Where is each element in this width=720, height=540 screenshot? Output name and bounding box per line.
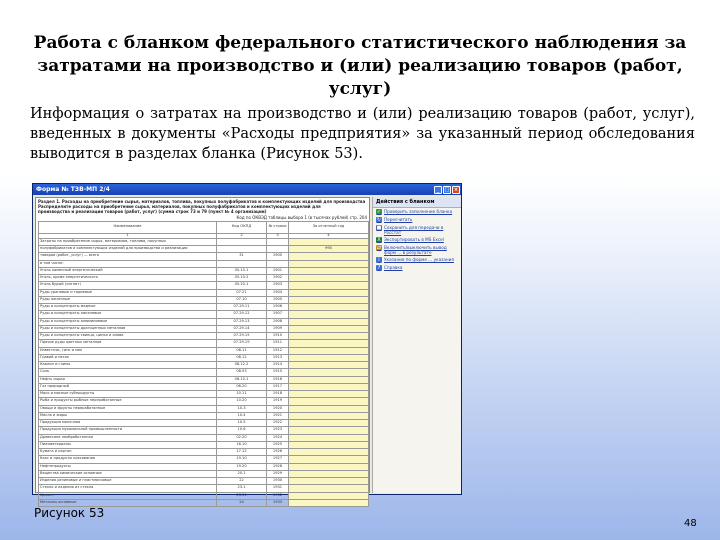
row-name-cell: Изделия резиновые и пластмассовые: [39, 478, 217, 485]
row-name-cell: полуфабрикатов и комплектующих изделий для производства и реализации: [39, 246, 217, 253]
row-value-cell[interactable]: [289, 282, 369, 289]
row-code-cell: [217, 238, 267, 245]
row-name-cell: Прочие руды цветных металлов: [39, 340, 217, 347]
row-name-cell: Известняк, гипс и мел: [39, 347, 217, 354]
row-name-cell: Каолин и глины: [39, 362, 217, 369]
action-label: Включить/выключить вывод форм ... в результате: [384, 245, 447, 255]
row-value-cell[interactable]: [289, 275, 369, 282]
row-line-cell: 1903: [267, 282, 289, 289]
row-line-cell: 1931: [267, 485, 289, 492]
table-row: [39, 333, 369, 340]
row-name-cell: Затраты на приобретение сырья, материалов, топлива, покупных: [39, 238, 217, 245]
action-label: Проверить заполнение бланка: [384, 209, 453, 214]
table-row: [39, 296, 369, 303]
form-subheader: Код по ОКВЭД таблицы выбора 1 (в тысячах рублей) стр. 204: [236, 214, 367, 220]
row-line-cell: 1926: [267, 449, 289, 456]
row-value-cell[interactable]: [289, 253, 369, 260]
table-row: [39, 260, 369, 267]
table-row: [39, 340, 369, 347]
row-value-cell[interactable]: [289, 333, 369, 340]
figure-caption: Рисунок 53: [34, 506, 105, 520]
row-line-cell: 1908: [267, 318, 289, 325]
row-value-cell[interactable]: [289, 427, 369, 434]
row-value-cell[interactable]: [289, 238, 369, 245]
row-value-cell[interactable]: [289, 267, 369, 274]
row-code-cell: 10.11: [217, 391, 267, 398]
row-code-cell: 10.3: [217, 405, 267, 412]
table-row: [39, 478, 369, 485]
form-table: [38, 221, 369, 507]
maximize-icon[interactable]: □: [444, 186, 450, 193]
action-link[interactable]: [373, 224, 461, 236]
row-value-cell[interactable]: [289, 420, 369, 427]
row-code-cell: 05.10.1: [217, 267, 267, 274]
row-code-cell: 19.10: [217, 456, 267, 463]
recalc-icon: ↻: [376, 217, 382, 223]
table-row: [39, 427, 369, 434]
row-line-cell: 1916: [267, 376, 289, 383]
form-header: [36, 198, 369, 221]
row-value-cell[interactable]: [289, 340, 369, 347]
row-value-cell[interactable]: [289, 499, 369, 506]
row-value-cell[interactable]: [289, 347, 369, 354]
row-value-cell[interactable]: [289, 456, 369, 463]
row-line-cell: [267, 246, 289, 253]
row-name-cell: Уголь бурый (лигнит): [39, 282, 217, 289]
column-header-value: За отчетный год: [289, 221, 369, 233]
row-line-cell: 1923: [267, 427, 289, 434]
table-row: [39, 456, 369, 463]
row-code-cell: 16.10: [217, 441, 267, 448]
row-line-cell: 1933: [267, 499, 289, 506]
table-row: [39, 485, 369, 492]
row-name-cell: Гравий и песок: [39, 354, 217, 361]
table-row: [39, 238, 369, 245]
table-row: [39, 289, 369, 296]
action-label: Экспортировать в MS Excel: [384, 237, 444, 242]
toggle-icon: ⇄: [376, 245, 382, 251]
row-line-cell: 1911: [267, 340, 289, 347]
row-code-cell: 07.29.15: [217, 333, 267, 340]
row-line-cell: 1930: [267, 478, 289, 485]
row-value-cell[interactable]: [289, 434, 369, 441]
row-code-cell: [217, 260, 267, 267]
row-code-cell: 07.29.14: [217, 325, 267, 332]
row-code-cell: 10.4: [217, 412, 267, 419]
minimize-icon[interactable]: _: [434, 186, 442, 194]
row-name-cell: Уголь каменный энергетический: [39, 267, 217, 274]
row-name-cell: Цемент: [39, 492, 217, 499]
row-line-cell: 1902: [267, 275, 289, 282]
row-line-cell: 1914: [267, 362, 289, 369]
form-header-line: производства и реализации товаров (работ, услуг) (сумма строк 73 и 79 (пункт № 4 организации): [38, 209, 267, 215]
table-row: [39, 470, 369, 477]
row-value-cell[interactable]: [289, 260, 369, 267]
row-line-cell: 1915: [267, 369, 289, 376]
row-line-cell: 1922: [267, 420, 289, 427]
table-row: [39, 492, 369, 499]
row-name-cell: Уголь, кроме энергетического: [39, 275, 217, 282]
row-value-cell[interactable]: [289, 405, 369, 412]
check-icon: ✓: [376, 209, 382, 215]
row-line-cell: 1906: [267, 304, 289, 311]
row-line-cell: 1929: [267, 470, 289, 477]
row-value-cell[interactable]: [289, 362, 369, 369]
row-name-cell: Вещества химические основные: [39, 470, 217, 477]
table-row: [39, 369, 369, 376]
table-row: [39, 325, 369, 332]
table-header-row: [39, 221, 369, 233]
row-code-cell: 07.10: [217, 296, 267, 303]
row-value-cell[interactable]: [289, 449, 369, 456]
row-code-cell: 31: [217, 253, 267, 260]
row-value-cell[interactable]: [289, 296, 369, 303]
row-code-cell: 07.29.11: [217, 304, 267, 311]
row-value-cell[interactable]: [289, 325, 369, 332]
row-name-cell: товаров (работ, услуг) — всего: [39, 253, 217, 260]
row-line-cell: 1924: [267, 434, 289, 441]
table-row: [39, 311, 369, 318]
row-name-cell: Руды и концентраты драгоценных металлов: [39, 325, 217, 332]
row-line-cell: 1900: [267, 253, 289, 260]
row-code-cell: 08.11: [217, 347, 267, 354]
row-name-cell: Продукция мукомольной промышленности: [39, 427, 217, 434]
row-value-cell[interactable]: [289, 398, 369, 405]
row-line-cell: 1901: [267, 267, 289, 274]
row-value-cell[interactable]: [289, 485, 369, 492]
page-number: 48: [684, 518, 697, 529]
column-number: 2: [217, 233, 267, 238]
row-code-cell: 06.20: [217, 383, 267, 390]
action-label: Справка: [384, 265, 403, 270]
row-code-cell: 17.12: [217, 449, 267, 456]
row-line-cell: 1921: [267, 412, 289, 419]
action-label: Сохранить для передачи в Росстат: [384, 225, 444, 235]
table-row: [39, 318, 369, 325]
row-name-cell: Руды и концентраты никелевые: [39, 311, 217, 318]
row-value-cell[interactable]: [289, 318, 369, 325]
row-line-cell: 1932: [267, 492, 289, 499]
table-row: [39, 412, 369, 419]
action-link[interactable]: [373, 256, 461, 264]
row-code-cell: 08.12.2: [217, 362, 267, 369]
row-code-cell: 23.51: [217, 492, 267, 499]
column-header-name: Наименование: [39, 221, 217, 233]
table-row: [39, 391, 369, 398]
row-line-cell: 1927: [267, 456, 289, 463]
row-code-cell: 19.20: [217, 463, 267, 470]
action-link[interactable]: [373, 208, 461, 216]
row-name-cell: Нефть сырая: [39, 376, 217, 383]
row-line-cell: 1917: [267, 383, 289, 390]
column-number: 1: [39, 233, 217, 238]
table-row: [39, 282, 369, 289]
info-icon: i: [376, 257, 382, 263]
row-name-cell: Древесина необработанная: [39, 434, 217, 441]
window-title: Форма № ТЗВ-МП 2/4: [36, 186, 110, 193]
row-value-cell[interactable]: [289, 304, 369, 311]
row-code-cell: 23.1: [217, 485, 267, 492]
row-name-cell: Руды урановые и ториевые: [39, 289, 217, 296]
row-code-cell: 20.1: [217, 470, 267, 477]
table-row: [39, 354, 369, 361]
column-number: 3: [267, 233, 289, 238]
row-value-cell[interactable]: [289, 354, 369, 361]
table-row: [39, 376, 369, 383]
save-icon: ■: [376, 225, 382, 231]
table-row: [39, 383, 369, 390]
row-name-cell: Металлы основные: [39, 499, 217, 506]
row-line-cell: 1912: [267, 347, 289, 354]
close-icon[interactable]: ×: [453, 186, 459, 193]
window-titlebar[interactable]: [33, 184, 461, 195]
table-row: [39, 362, 369, 369]
row-value-cell[interactable]: [289, 383, 369, 390]
row-code-cell: 10.20: [217, 398, 267, 405]
row-name-cell: Кокс и продукты коксования: [39, 456, 217, 463]
column-number: 4: [289, 233, 369, 238]
table-row: [39, 347, 369, 354]
table-row: [39, 405, 369, 412]
row-name-cell: Пиломатериалы: [39, 441, 217, 448]
row-value-cell[interactable]: 990: [289, 246, 369, 253]
row-value-cell[interactable]: [289, 412, 369, 419]
action-link[interactable]: [373, 216, 461, 224]
column-header-line: № строки: [267, 221, 289, 233]
row-code-cell: 07.29.12: [217, 311, 267, 318]
row-code-cell: 24: [217, 499, 267, 506]
table-row: [39, 463, 369, 470]
row-line-cell: [267, 260, 289, 267]
table-row: [39, 441, 369, 448]
row-code-cell: 22: [217, 478, 267, 485]
row-code-cell: 05.20.1: [217, 282, 267, 289]
row-name-cell: Газ природный: [39, 383, 217, 390]
row-name-cell: Руды и концентраты свинца, цинка и олова: [39, 333, 217, 340]
row-code-cell: 08.12: [217, 354, 267, 361]
row-name-cell: Бумага и картон: [39, 449, 217, 456]
row-code-cell: 07.21: [217, 289, 267, 296]
row-line-cell: [267, 238, 289, 245]
table-row: [39, 434, 369, 441]
row-value-cell[interactable]: [289, 441, 369, 448]
table-row: [39, 275, 369, 282]
row-name-cell: Овощи и фрукты переработанные: [39, 405, 217, 412]
table-row: [39, 420, 369, 427]
row-code-cell: 10.6: [217, 427, 267, 434]
row-name-cell: Руды и концентраты алюминиевые: [39, 318, 217, 325]
row-name-cell: Продукция молочная: [39, 420, 217, 427]
row-value-cell[interactable]: [289, 311, 369, 318]
row-line-cell: 1907: [267, 311, 289, 318]
help-icon: ?: [377, 265, 381, 271]
row-line-cell: 1909: [267, 325, 289, 332]
row-name-cell: Стекло и изделия из стекла: [39, 485, 217, 492]
form-window: [32, 183, 462, 504]
row-value-cell[interactable]: [289, 492, 369, 499]
row-line-cell: 1904: [267, 289, 289, 296]
row-value-cell[interactable]: [289, 478, 369, 485]
row-name-cell: Руды и концентраты медные: [39, 304, 217, 311]
column-header-code: Код ОКПД: [217, 221, 267, 233]
row-line-cell: 1928: [267, 463, 289, 470]
table-row: [39, 398, 369, 405]
table-row: [39, 253, 369, 260]
row-code-cell: 07.29.19: [217, 340, 267, 347]
row-line-cell: 1925: [267, 441, 289, 448]
row-value-cell[interactable]: [289, 391, 369, 398]
row-line-cell: 1913: [267, 354, 289, 361]
row-value-cell[interactable]: [289, 470, 369, 477]
row-value-cell[interactable]: [289, 289, 369, 296]
row-value-cell[interactable]: [289, 463, 369, 470]
action-link[interactable]: [373, 236, 461, 244]
table-row: [39, 304, 369, 311]
action-link[interactable]: [373, 264, 461, 272]
row-name-cell: в том числе:: [39, 260, 217, 267]
row-line-cell: 1905: [267, 296, 289, 303]
row-code-cell: 07.29.13: [217, 318, 267, 325]
row-line-cell: 1920: [267, 405, 289, 412]
row-code-cell: 05.10.2: [217, 275, 267, 282]
action-label: Указания по форме ... указания: [384, 257, 454, 262]
row-value-cell[interactable]: [289, 376, 369, 383]
action-link[interactable]: [373, 244, 461, 256]
row-line-cell: 1918: [267, 391, 289, 398]
actions-panel: [372, 197, 461, 493]
slide-body-text: Информация о затратах на производство и (или) реализацию товаров (работ, услуг), введенных в документы «Расходы предприятия» за указанный период обследования выводится в разделах бланка (Рисунок 53).: [30, 106, 695, 162]
row-code-cell: 06.10.1: [217, 376, 267, 383]
row-name-cell: Соль: [39, 369, 217, 376]
row-line-cell: 1910: [267, 333, 289, 340]
row-name-cell: Масла и жиры: [39, 412, 217, 419]
row-name-cell: Руды железные: [39, 296, 217, 303]
form-header-line: Раздел 1. Расходы на приобретение сырья, материалов, топлива, покупных полуфабрикатов и комплектующих изделий для производства: [38, 199, 366, 204]
action-label: Пересчитать: [384, 217, 413, 222]
row-name-cell: Рыба и продукты рыбные переработанные: [39, 398, 217, 405]
form-header-line: Распределите расходы на приобретение сырья, материалов, покупных полуфабрикатов и комплектующих изделий для: [38, 204, 321, 210]
actions-panel-title: Действия с бланком: [373, 197, 461, 208]
row-code-cell: 10.5: [217, 420, 267, 427]
slide-title: Работа с бланком федерального статистического наблюдения за затратами на производство и (или) реализацию товаров (работ, услуг): [33, 33, 687, 99]
row-value-cell[interactable]: [289, 369, 369, 376]
form-content: [35, 197, 370, 504]
row-code-cell: 08.93: [217, 369, 267, 376]
row-code-cell: 02.20: [217, 434, 267, 441]
table-row: [39, 267, 369, 274]
excel-icon: X: [377, 237, 381, 243]
table-row: [39, 449, 369, 456]
table-row: [39, 246, 369, 253]
row-name-cell: Мясо и мясные субпродукты: [39, 391, 217, 398]
row-line-cell: 1919: [267, 398, 289, 405]
row-name-cell: Нефтепродукты: [39, 463, 217, 470]
row-code-cell: [217, 246, 267, 253]
